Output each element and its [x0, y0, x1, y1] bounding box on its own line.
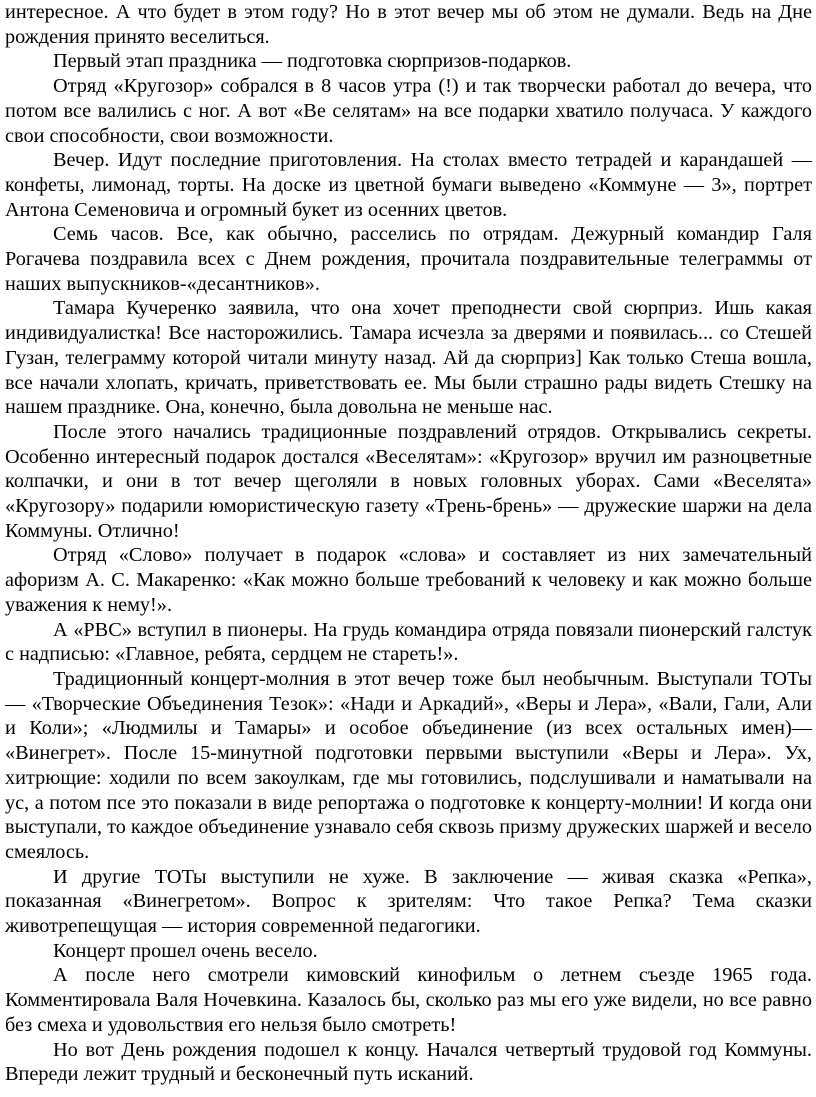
paragraph-3: Отряд «Кругозор» собрался в 8 часов утра (!) и так творчески работал до вечера, что потом все валились с ног. А вот «Ве селятам» на все подарки хватило получаса. У каждого свои способности, свои возможности.	[5, 75, 812, 147]
paragraph-6: Тамара Кучеренко заявила, что она хочет преподнести свой сюрприз. Ишь какая индивидуалистка! Все насторожились. Тамара исчезла за дверями и появилась... со Стешей Гузан, телеграмму которой читали минуту назад. Ай да сюрприз] Как только Стеша вошла, все начали хлопать, кричать, приветствовать ее. Мы были страшно рады видеть Стешку на нашем празднике. Она, конечно, была довольна не меньше нас.	[5, 297, 812, 419]
paragraph-5: Семь часов. Все, как обычно, расселись по отрядам. Дежурный командир Галя Рогачева поздравила всех с Днем рождения, прочитала поздравительные телеграммы от наших выпускников-«десантников».	[5, 223, 812, 295]
paragraph-9: А «РВС» вступил в пионеры. На грудь командира отряда повязали пионерский галстук с надписью: «Главное, ребята, сердцем не стареть!».	[5, 618, 812, 666]
paragraph-13: А после него смотрели кимовский кинофильм о летнем съезде 1965 года. Комментировала Валя Ночевкина. Казалось бы, сколько раз мы его уже видели, но все равно без смеха и удовольствия его нельзя было смотреть!	[5, 964, 812, 1036]
paragraph-7: После этого начались традиционные поздравлений отрядов. Открывались секреты. Особенно интересный подарок достался «Веселятам»: «Кругозор» вручил им разноцветные колпачки, и они в тот вечер щеголяли в новых головных уборах. Сами «Веселята» «Кругозору» подарили юмористическую газету «Трень-брень» — дружеские шаржи на дела Коммуны. Отлично!	[5, 420, 812, 542]
paragraph-2: Первый этап праздника — подготовка сюрпризов-подарков.	[53, 50, 572, 73]
paragraph-12: Концерт прошел очень весело.	[53, 939, 318, 962]
paragraph-4: Вечер. Идут последние приготовления. На столах вместо тетрадей и карандашей — конфеты, лимонад, торты. На доске из цветной бумаги выведено «Коммуне — 3», портрет Антона Семеновича и огромный букет из осенних цветов.	[5, 149, 812, 221]
paragraph-14: Но вот День рождения подошел к концу. Начался четвертый трудовой год Коммуны. Впереди лежит трудный и бесконечный путь исканий.	[5, 1038, 812, 1086]
paragraph-8: Отряд «Слово» получает в подарок «слова» и составляет из них замечательный афоризм А. С. Макаренко: «Как можно больше требований к человеку и как можно больше уважения к нему!».	[5, 544, 812, 616]
paragraph-10: Традиционный концерт-молния в этот вечер тоже был необычным. Выступали ТОТы — «Творческие Объединения Тезок»: «Нади и Аркадий», «Веры и Лера», «Вали, Гали, Али и Коли»; «Людмилы и Тамары» и особое объединение (из всех остальных имен)— «Винегрет». После 15-минутной подготовки первыми выступили «Веры и Лера». Ух, хитрющие: ходили по всем закоулкам, где мы готовились, подслушивали и наматывали на ус, а потом псе это показали в виде репортажа о подготовке к концерту-молнии! И когда они выступали, то каждое объединение узнавало себя сквозь призму дружеских шаржей и весело смеялось.	[5, 667, 812, 863]
paragraph-1: интересное. А что будет в этом году? Но в этот вечер мы об этом не думали. Ведь на Дне рождения принято веселиться.	[5, 1, 812, 48]
paragraph-11: И другие ТОТы выступили не хуже. В заключение — живая сказка «Репка», показанная «Винегретом». Вопрос к зрителям: Что такое Репка? Тема сказки животрепещущая — история современной педагогики.	[5, 865, 812, 938]
